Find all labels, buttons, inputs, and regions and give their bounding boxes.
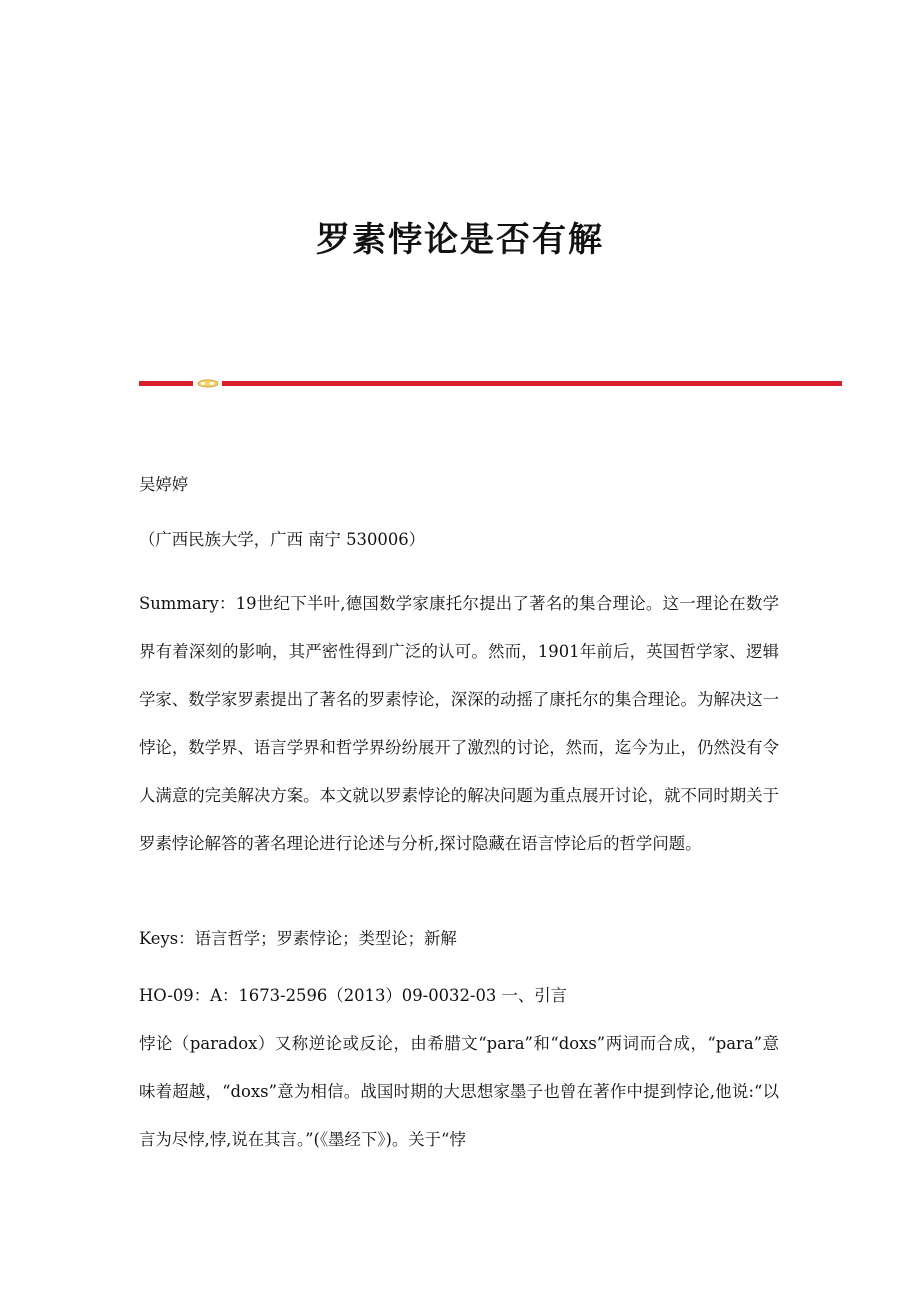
keywords-text: 语言哲学；罗素悖论；类型论；新解: [194, 929, 457, 948]
author-name: 吴婷婷: [139, 475, 189, 494]
body-paragraph: 悖论（paradox）又称逆论或反论，由希腊文“para”和“doxs”两词而合成，“para”意味着超越，“doxs”意为相信。战国时期的大思想家墨子也曾在著作中提到悖论,他说:“以言为尽悖,悖,说在其言。”(《墨经下》)。关于“悖: [139, 1034, 779, 1149]
keywords-line: [139, 926, 779, 952]
summary-text: 19世纪下半叶,德国数学家康托尔提出了著名的集合理论。这一理论在数学界有着深刻的影响，其严密性得到广泛的认可。然而，1901年前后，英国哲学家、逻辑学家、数学家罗素提出了著名的罗素悖论，深深的动摇了康托尔的集合理论。为解决这一悖论，数学界、语言学界和哲学界纷纷展开了激烈的讨论，然而，迄今为止，仍然没有令人满意的完美解决方案。本文就以罗素悖论的解决问题为重点展开讨论，就不同时期关于罗素悖论解答的著名理论进行论述与分析,探讨隐藏在语言悖论后的哲学问题。: [139, 594, 779, 853]
ornament-icon: [197, 379, 219, 388]
classification-line: HO-09：A：1673-2596（2013）09-0032-03 一、引言: [139, 986, 568, 1005]
divider-bar-left: [139, 381, 193, 386]
title-divider: [139, 377, 842, 391]
keywords-label: Keys：: [139, 929, 195, 948]
page-title: 罗素悖论是否有解: [316, 220, 604, 260]
divider-bar-right: [222, 381, 842, 386]
author-affiliation: （广西民族大学，广西 南宁 530006）: [139, 530, 426, 549]
summary-label: Summary：: [139, 594, 236, 613]
summary-paragraph: [139, 580, 779, 868]
